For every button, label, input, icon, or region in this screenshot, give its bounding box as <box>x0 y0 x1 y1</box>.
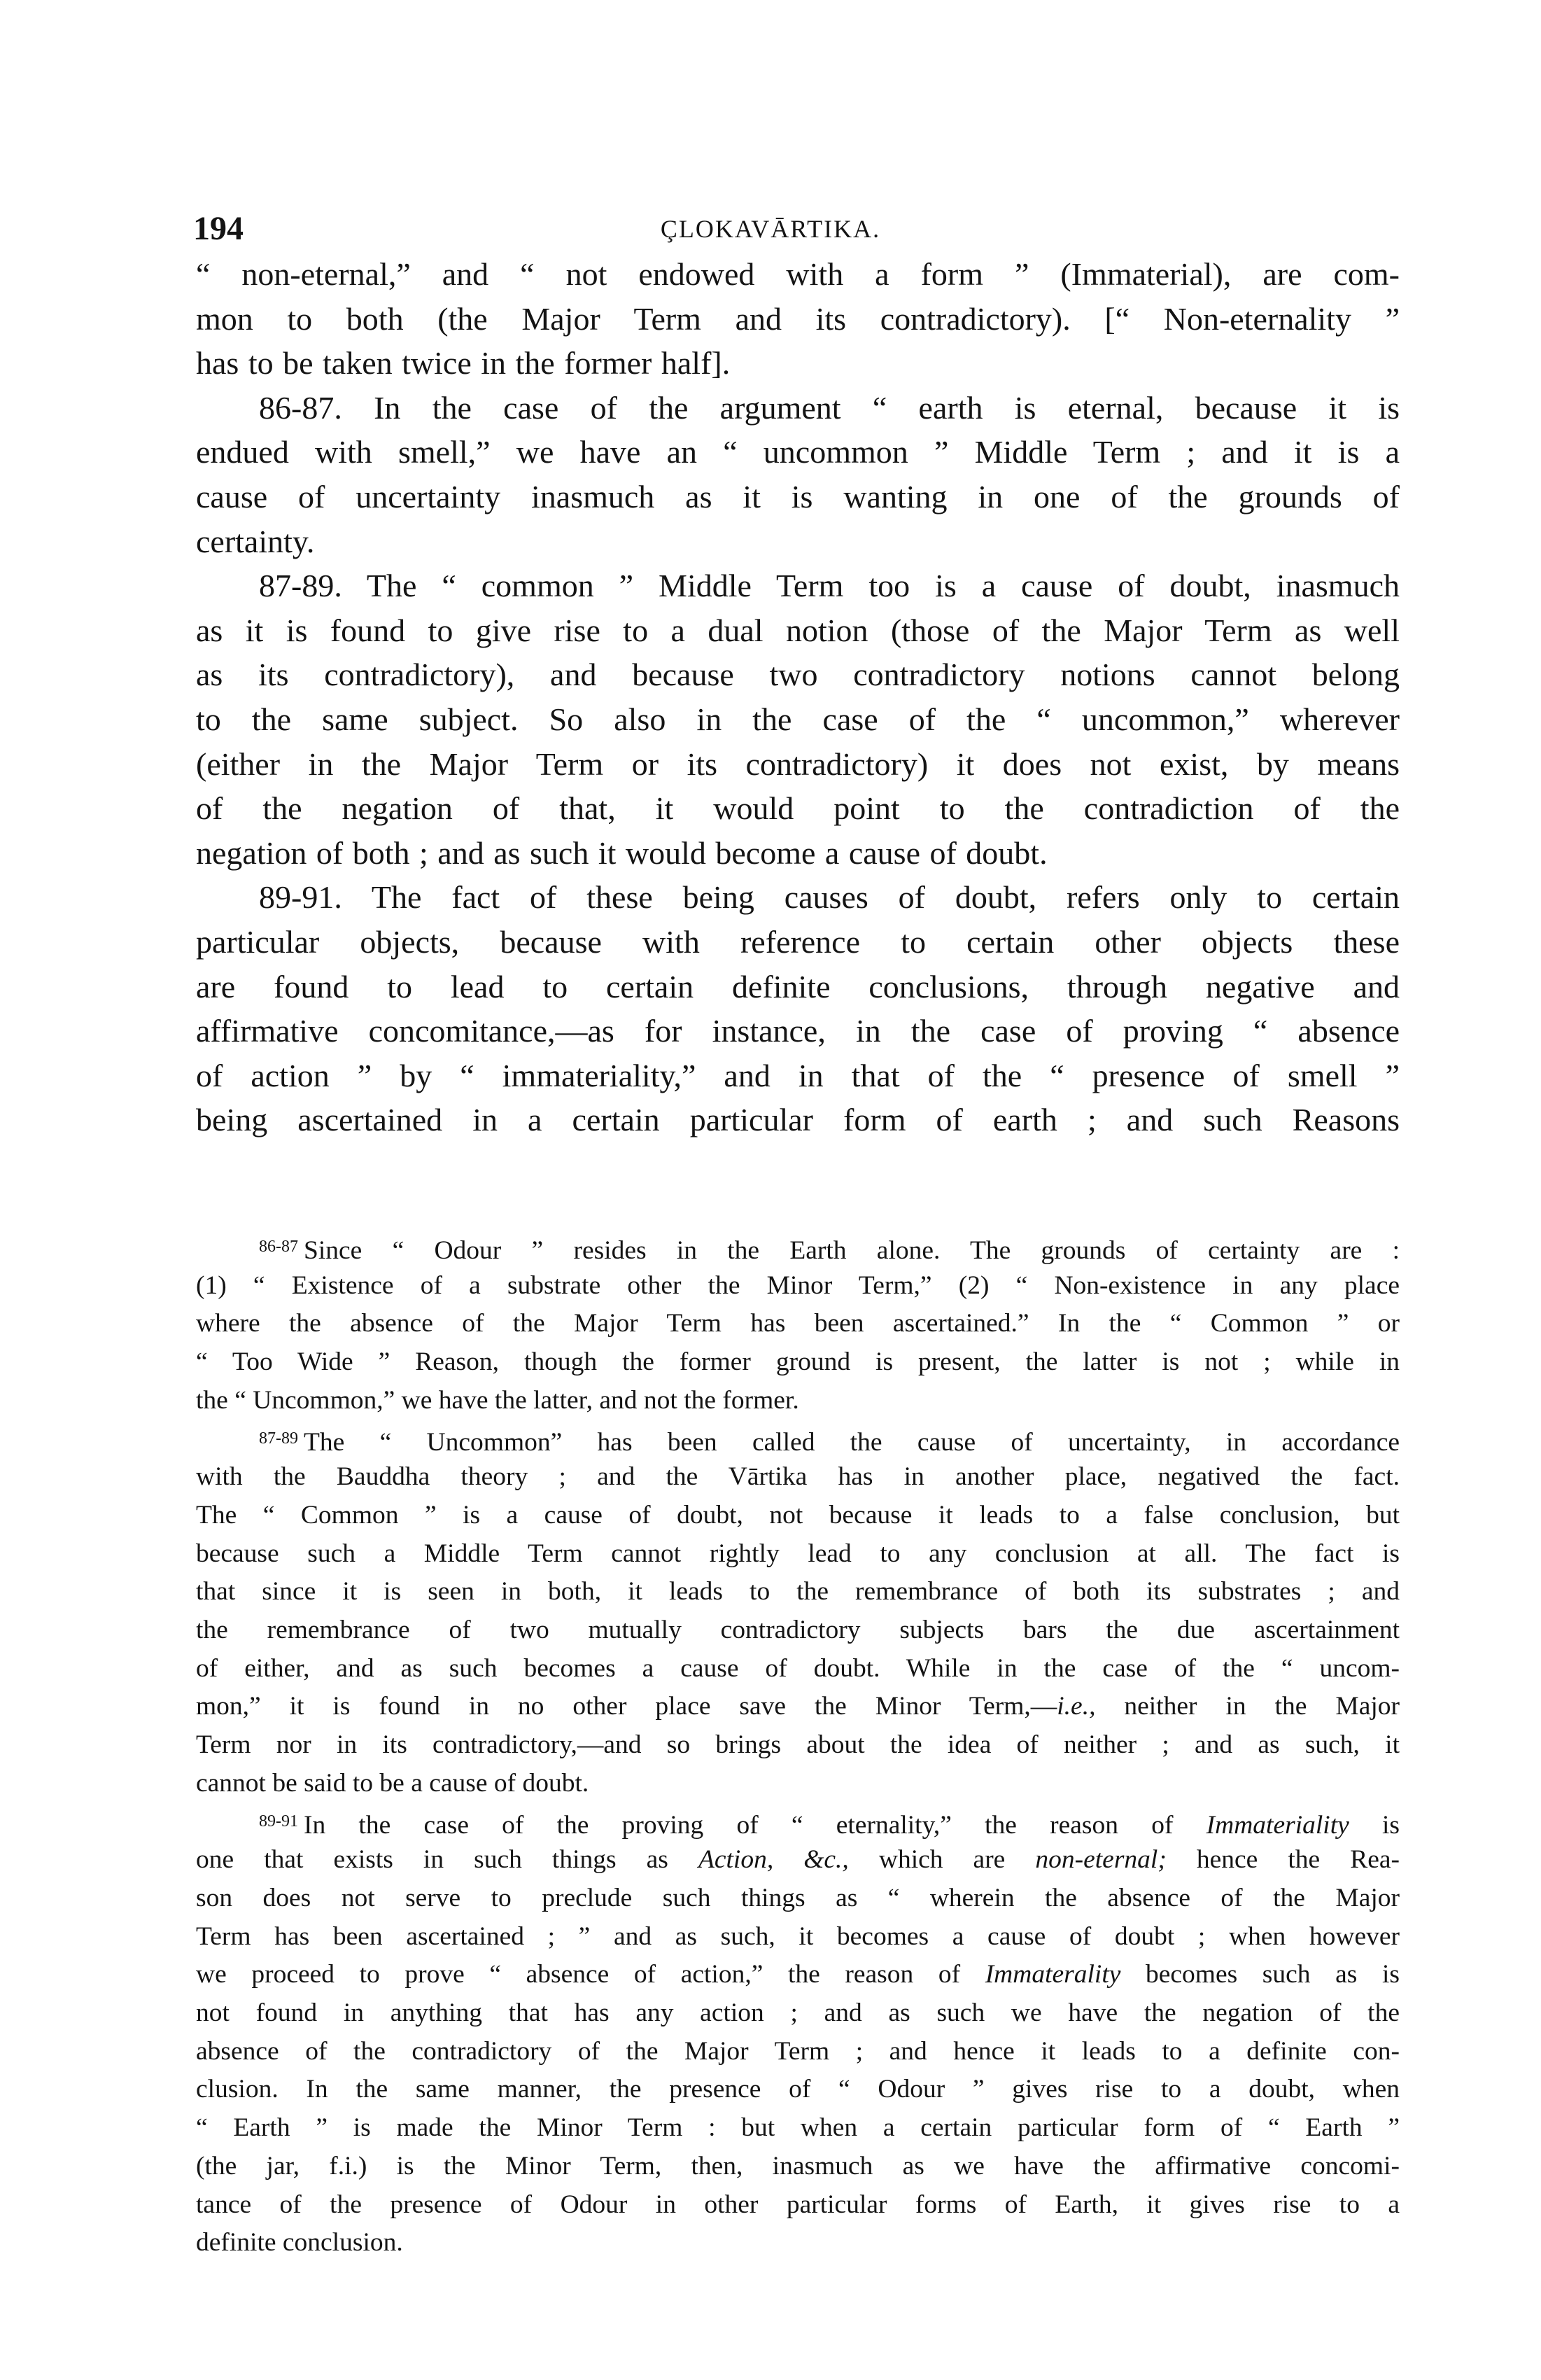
line-text: Since “ Odour ” resides in the Earth alone. The grounds of certainty are : <box>304 1236 1400 1265</box>
footnote-line <box>196 1457 1400 1496</box>
footnote-line <box>196 2070 1400 2108</box>
line-text: with the Bauddha theory ; and the Vārtika has in another place, negatived the fact. <box>196 1462 1400 1492</box>
body-line <box>196 1054 1400 1098</box>
line-text: 89-91. The fact of these being causes of doubt, refers only to certain <box>259 879 1400 916</box>
footnote-line <box>196 1611 1400 1649</box>
line-text: that since it is seen in both, it leads to the remembrance of both its substrates ; and <box>196 1577 1400 1606</box>
footnote-line <box>196 1572 1400 1611</box>
footnote-line <box>196 1917 1400 1956</box>
line-text: (either in the Major Term or its contradictory) it does not exist, by means <box>196 746 1400 782</box>
line-text: because such a Middle Term cannot rightly lead to any conclusion at all. The fact is <box>196 1539 1400 1568</box>
footnote-line <box>259 1802 1400 1841</box>
line-text: 87-89. The “ common ” Middle Term too is a cause of doubt, inasmuch <box>259 568 1400 604</box>
line-text: In the case of the proving of “ eternality,” the reason of <box>304 1810 1206 1840</box>
footnote-line <box>196 1994 1400 2032</box>
body-line <box>196 519 1400 564</box>
body-line <box>196 430 1400 475</box>
line-text: which are <box>848 1845 1036 1875</box>
footnote-line <box>196 2185 1400 2224</box>
body-line <box>196 965 1400 1009</box>
footnote-line <box>196 1534 1400 1573</box>
line-text: mon to both (the Major Term and its contradictory). [“ Non-eternality ” <box>196 300 1400 337</box>
footnote-line <box>196 1764 1400 1802</box>
line-text: “ Earth ” is made the Minor Term : but when a certain particular form of “ Earth ” <box>196 2113 1400 2143</box>
body-line <box>196 1009 1400 1054</box>
line-text: “ Too Wide ” Reason, though the former ground is present, the latter is not ; while in <box>196 1348 1400 1377</box>
footnote-marker: 87-89 <box>259 1429 298 1448</box>
line-text: endued with smell,” we have an “ uncommon ” Middle Term ; and it is a <box>196 434 1400 470</box>
footnote-line <box>196 1840 1400 1879</box>
line-text: of the negation of that, it would point to the contradiction of the <box>196 790 1400 827</box>
footnote-line <box>196 1687 1400 1726</box>
footnote-line <box>196 1381 1400 1420</box>
line-text: Term has been ascertained ; ” and as such, it becomes a cause of doubt ; when however <box>196 1921 1400 1951</box>
line-text: Term nor in its contradictory,—and so brings about the idea of neither ; and as such, it <box>196 1730 1400 1760</box>
line-text: clusion. In the same manner, the presence of “ Odour ” gives rise to a doubt, when <box>196 2075 1400 2104</box>
line-text: has to be taken twice in the former half]. <box>196 345 731 382</box>
line-text: definite conclusion. <box>196 2228 403 2258</box>
body-line <box>259 875 1400 920</box>
line-text: to the same subject. So also in the case of the “ uncommon,” wherever <box>196 701 1400 737</box>
line-text: (1) “ Existence of a substrate other the Minor Term,” (2) “ Non-existence in any place <box>196 1270 1400 1300</box>
body-line <box>196 786 1400 831</box>
line-text: negation of both ; and as such it would become a cause of doubt. <box>196 834 1048 871</box>
italic-text: non-eternal; <box>1035 1845 1167 1875</box>
line-text: we proceed to prove “ absence of action,” the reason of <box>196 1960 985 1989</box>
footnote-line <box>196 1879 1400 1917</box>
footnote-line <box>196 1343 1400 1381</box>
line-text: cause of uncertainty inasmuch as it is wanting in one of the grounds of <box>196 479 1400 514</box>
line-text: are found to lead to certain definite conclusions, through negative and <box>196 968 1400 1004</box>
running-title: ÇLOKAVĀRTIKA. <box>660 215 881 243</box>
line-text: as it is found to give rise to a dual notion (those of the Major Term as well <box>196 612 1400 648</box>
line-text: as its contradictory), and because two contradictory notions cannot belong <box>196 657 1400 693</box>
line-text: the remembrance of two mutually contradictory subjects bars the due ascertainment <box>196 1616 1400 1644</box>
line-text: certainty. <box>196 523 315 559</box>
body-line <box>196 920 1400 965</box>
italic-text: Action, &c., <box>698 1845 849 1875</box>
italic-text: i.e., <box>1057 1692 1096 1721</box>
line-text: of either, and as such becomes a cause of doubt. While in the case of the “ uncom- <box>196 1653 1400 1683</box>
line-text: 86-87. In the case of the argument “ earth is eternal, because it is <box>259 389 1400 426</box>
body-line <box>196 341 1400 386</box>
body-line <box>196 1098 1400 1142</box>
footnote-line <box>196 1266 1400 1305</box>
line-text: not found in anything that has any action ; and as such we have the negation of the <box>196 1998 1400 2027</box>
line-text: cannot be said to be a cause of doubt. <box>196 1768 589 1798</box>
line-text: “ non-eternal,” and “ not endowed with a form ” (Immaterial), are com- <box>196 256 1400 292</box>
body-line <box>196 475 1400 519</box>
body-line <box>196 297 1400 342</box>
line-text: The “ Common ” is a cause of doubt, not because it leads to a false conclusion, but <box>196 1500 1400 1530</box>
footnote-line <box>196 1649 1400 1688</box>
line-text: where the absence of the Major Term has been ascertained.” In the “ Common ” or <box>196 1309 1400 1338</box>
footnote-line <box>259 1420 1400 1458</box>
line-text: son does not serve to preclude such things as “ wherein the absence of the Major <box>196 1883 1400 1912</box>
line-text: hence the Rea- <box>1166 1845 1400 1875</box>
line-text: particular objects, because with reference to certain other objects these <box>196 924 1400 960</box>
line-text: mon,” it is found in no other place save the Minor Term,— <box>196 1692 1057 1721</box>
line-text: affirmative concomitance,—as for instance, in the case of proving “ absence <box>196 1013 1400 1049</box>
footnote-marker: 89-91 <box>259 1812 298 1830</box>
body-line <box>196 742 1400 787</box>
body-line <box>259 564 1400 608</box>
line-text: absence of the contradictory of the Major Term ; and hence it leads to a definite con- <box>196 2036 1400 2066</box>
line-text: the “ Uncommon,” we have the latter, and not the former. <box>196 1385 799 1415</box>
line-text: of action ” by “ immateriality,” and in that of the “ presence of smell ” <box>196 1057 1400 1093</box>
body-line <box>196 697 1400 742</box>
line-text: becomes such as is <box>1120 1960 1400 1989</box>
body-line <box>196 252 1400 297</box>
body-line <box>196 608 1400 653</box>
footnote-marker: 86-87 <box>259 1238 298 1256</box>
footnote-line <box>196 1955 1400 1994</box>
italic-text: Immaterality <box>985 1960 1121 1989</box>
footnote-line <box>196 1496 1400 1534</box>
italic-text: Immateriality <box>1206 1810 1349 1840</box>
body-line <box>196 831 1400 876</box>
line-text: is <box>1349 1810 1400 1840</box>
footnote-line <box>196 1304 1400 1343</box>
line-text: tance of the presence of Odour in other particular forms of Earth, it gives rise to a <box>196 2190 1400 2219</box>
footnote-line <box>196 1726 1400 1764</box>
footnote-line <box>196 2032 1400 2071</box>
line-text: neither in the Major <box>1095 1692 1400 1721</box>
line-text: The “ Uncommon” has been called the cause of uncertainty, in accordance <box>304 1427 1400 1457</box>
body-line <box>259 386 1400 430</box>
line-text: being ascertained in a certain particular form of earth ; and such Reasons <box>196 1102 1400 1138</box>
footnote-line <box>259 1228 1400 1266</box>
footnote-line <box>196 2108 1400 2147</box>
footnote-line <box>196 2223 1400 2262</box>
line-text: (the jar, f.i.) is the Minor Term, then, inasmuch as we have the affirmative concomi- <box>196 2151 1400 2180</box>
line-text: one that exists in such things as <box>196 1845 698 1875</box>
footnote-line <box>196 2147 1400 2185</box>
page-number: 194 <box>193 210 244 247</box>
body-line <box>196 652 1400 697</box>
